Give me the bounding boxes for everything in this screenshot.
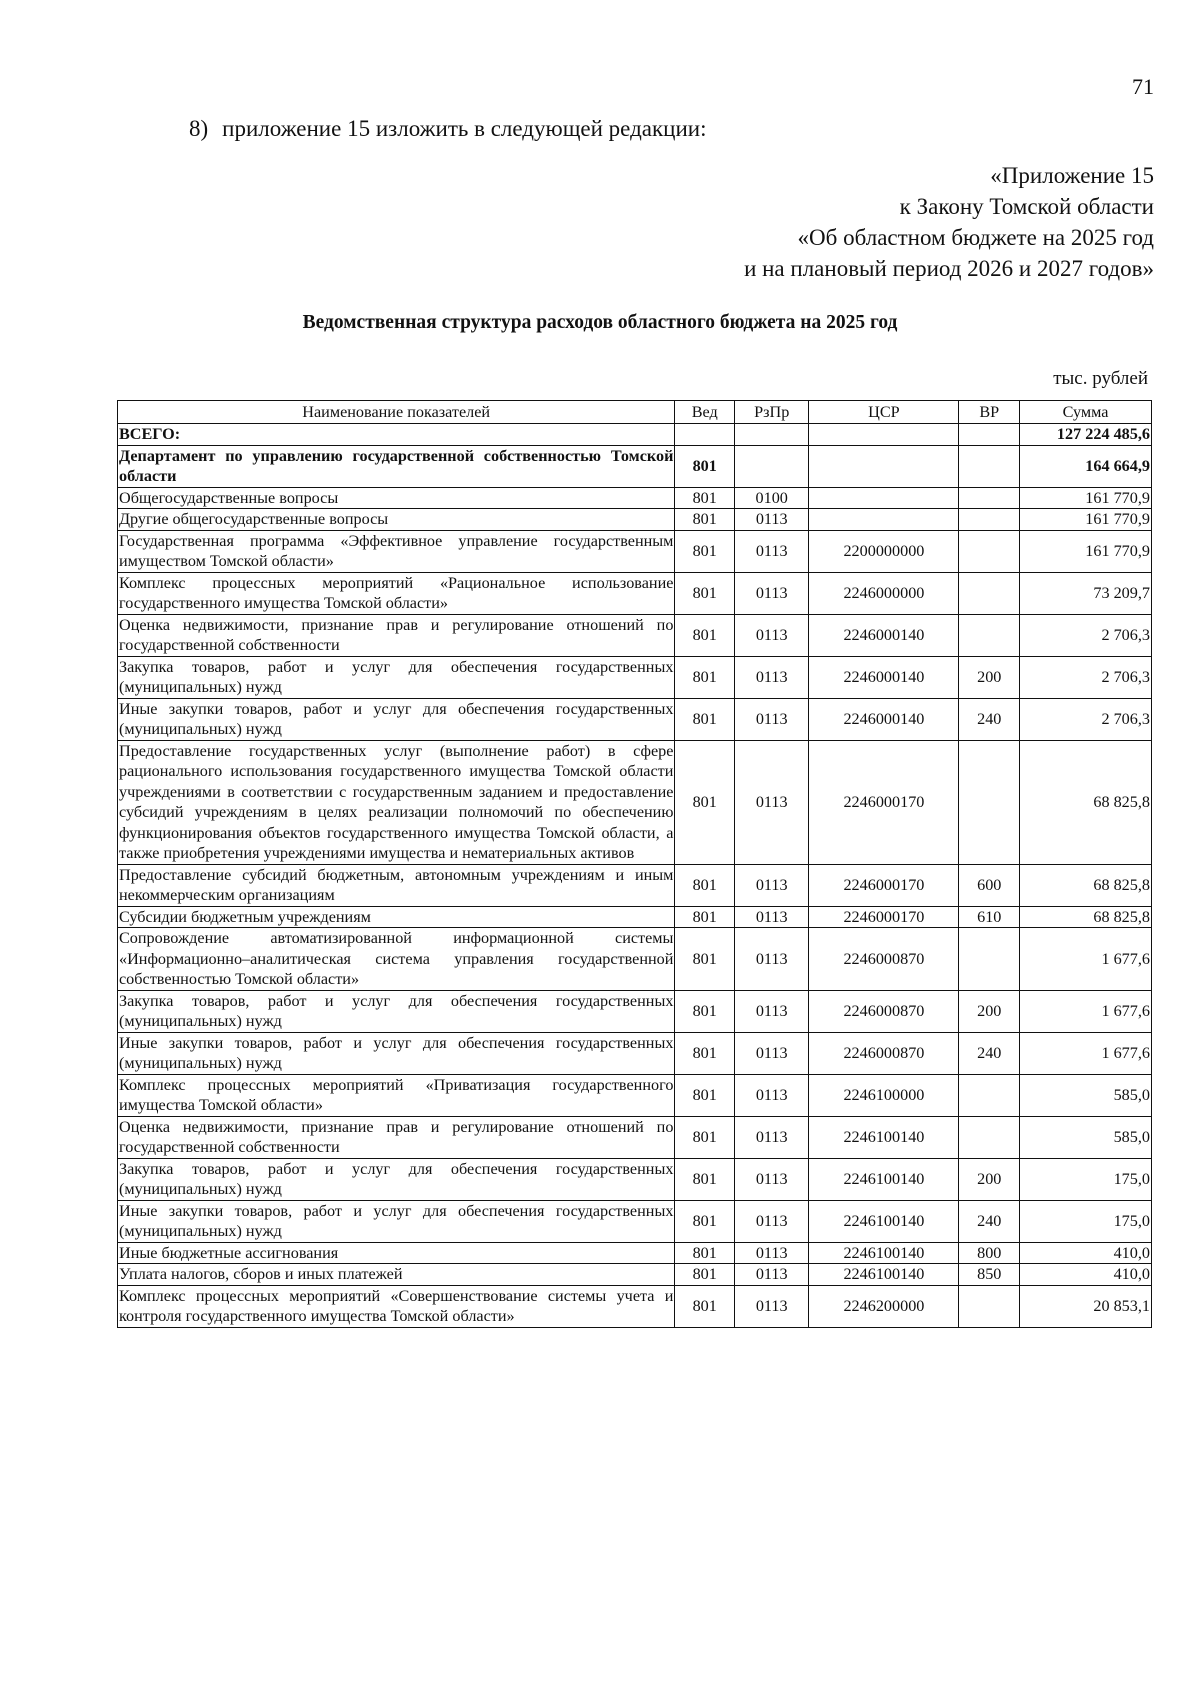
appendix-header xyxy=(744,160,1154,284)
cell-amount: 20 853,1 xyxy=(1020,1285,1152,1327)
cell-csr: 2246100140 xyxy=(809,1116,959,1158)
cell-amount: 410,0 xyxy=(1020,1242,1152,1264)
cell-amount: 1 677,6 xyxy=(1020,1032,1152,1074)
cell-amount: 585,0 xyxy=(1020,1074,1152,1116)
cell-amount: 1 677,6 xyxy=(1020,990,1152,1032)
cell-vr xyxy=(959,1116,1020,1158)
cell-csr: 2246000170 xyxy=(809,864,959,906)
cell-rzpr xyxy=(734,445,808,487)
table-row xyxy=(118,509,1152,531)
cell-ved: 801 xyxy=(675,698,735,740)
cell-amount: 161 770,9 xyxy=(1020,509,1152,531)
cell-vr: 600 xyxy=(959,864,1020,906)
cell-amount: 175,0 xyxy=(1020,1158,1152,1200)
cell-vr xyxy=(959,614,1020,656)
table-row xyxy=(118,1242,1152,1264)
cell-ved: 801 xyxy=(675,1074,735,1116)
cell-rzpr: 0113 xyxy=(734,1032,808,1074)
cell-vr xyxy=(959,928,1020,991)
cell-csr: 2246000140 xyxy=(809,656,959,698)
cell-amount: 68 825,8 xyxy=(1020,906,1152,928)
cell-ved: 801 xyxy=(675,864,735,906)
cell-vr xyxy=(959,509,1020,531)
cell-name: Иные закупки товаров, работ и услуг для обеспечения государственных (муниципальных) нужд xyxy=(119,1201,674,1240)
table-row xyxy=(118,1200,1152,1242)
cell-ved: 801 xyxy=(675,1200,735,1242)
cell-amount: 68 825,8 xyxy=(1020,740,1152,864)
cell-ved: 801 xyxy=(675,1116,735,1158)
cell-vr: 200 xyxy=(959,1158,1020,1200)
table-header-row xyxy=(118,401,1152,424)
cell-ved: 801 xyxy=(675,572,735,614)
cell-vr: 200 xyxy=(959,990,1020,1032)
cell-name: Другие общегосударственные вопросы xyxy=(118,509,675,531)
cell-rzpr: 0113 xyxy=(734,572,808,614)
cell-name: Оценка недвижимости, признание прав и регулирование отношений по государственной собственности xyxy=(119,1117,674,1156)
cell-vr: 240 xyxy=(959,1032,1020,1074)
cell-name: Уплата налогов, сборов и иных платежей xyxy=(118,1264,675,1286)
cell-name: Предоставление субсидий бюджетным, автономным учреждениям и иным некоммерческим организациям xyxy=(119,865,674,904)
cell-vr xyxy=(959,424,1020,446)
table-row xyxy=(118,1074,1152,1116)
appendix-line-4: и на плановый период 2026 и 2027 годов» xyxy=(744,256,1154,281)
cell-csr: 2246200000 xyxy=(809,1285,959,1327)
budget-table xyxy=(117,400,1152,1328)
cell-rzpr: 0113 xyxy=(734,614,808,656)
cell-ved: 801 xyxy=(675,445,735,487)
cell-ved: 801 xyxy=(675,906,735,928)
cell-csr: 2246100140 xyxy=(809,1200,959,1242)
cell-rzpr: 0113 xyxy=(734,1242,808,1264)
cell-name: Комплекс процессных мероприятий «Рациональное использование государственного имущества Томской области» xyxy=(119,573,674,612)
appendix-line-2: к Закону Томской области xyxy=(899,194,1154,219)
cell-amount: 73 209,7 xyxy=(1020,572,1152,614)
cell-name: Предоставление государственных услуг (выполнение работ) в сфере рационального использования государственного имущества Томской области учреждениями в соответствии с государственным заданием и предоставление субсидий учреждениям в целях реализации полномочий по обеспечению функционирования объектов государственного имущества Томской области, а также приобретения учреждениями имущества и нематериальных активов xyxy=(119,741,674,862)
cell-amount: 164 664,9 xyxy=(1020,445,1152,487)
header-ved: Вед xyxy=(675,401,735,424)
table-row xyxy=(118,740,1152,864)
header-name: Наименование показателей xyxy=(118,401,675,424)
cell-csr: 2246100000 xyxy=(809,1074,959,1116)
cell-ved: 801 xyxy=(675,740,735,864)
header-amount: Сумма xyxy=(1020,401,1152,424)
cell-amount: 2 706,3 xyxy=(1020,614,1152,656)
cell-rzpr: 0113 xyxy=(734,509,808,531)
table-row xyxy=(118,864,1152,906)
cell-csr xyxy=(809,445,959,487)
cell-csr: 2200000000 xyxy=(809,530,959,572)
cell-amount: 2 706,3 xyxy=(1020,656,1152,698)
cell-ved: 801 xyxy=(675,1158,735,1200)
cell-rzpr: 0100 xyxy=(734,487,808,509)
cell-amount: 585,0 xyxy=(1020,1116,1152,1158)
cell-csr: 2246000870 xyxy=(809,1032,959,1074)
cell-amount: 2 706,3 xyxy=(1020,698,1152,740)
table-row xyxy=(118,530,1152,572)
cell-name: Закупка товаров, работ и услуг для обеспечения государственных (муниципальных) нужд xyxy=(119,991,674,1030)
cell-ved: 801 xyxy=(675,928,735,991)
cell-vr: 610 xyxy=(959,906,1020,928)
cell-name: Сопровождение автоматизированной информационной системы «Информационно–аналитическая система управления государственной собственностью Томской области» xyxy=(119,929,674,988)
page-number: 71 xyxy=(1132,74,1154,99)
table-row xyxy=(118,487,1152,509)
table-row xyxy=(118,1032,1152,1074)
table-row xyxy=(118,1285,1152,1327)
cell-name: ВСЕГО: xyxy=(118,424,675,446)
intro-line xyxy=(189,116,706,142)
cell-csr: 2246000170 xyxy=(809,906,959,928)
cell-name: Закупка товаров, работ и услуг для обеспечения государственных (муниципальных) нужд xyxy=(119,657,674,696)
cell-amount: 68 825,8 xyxy=(1020,864,1152,906)
cell-vr: 200 xyxy=(959,656,1020,698)
cell-amount: 175,0 xyxy=(1020,1200,1152,1242)
table-row xyxy=(118,656,1152,698)
table-row xyxy=(118,572,1152,614)
cell-vr xyxy=(959,1074,1020,1116)
table-row xyxy=(118,906,1152,928)
table-row xyxy=(118,424,1152,446)
cell-rzpr: 0113 xyxy=(734,656,808,698)
cell-ved: 801 xyxy=(675,1242,735,1264)
cell-name: Общегосударственные вопросы xyxy=(118,487,675,509)
cell-amount: 127 224 485,6 xyxy=(1020,424,1152,446)
cell-vr xyxy=(959,1285,1020,1327)
intro-item-number: 8) xyxy=(189,116,209,141)
cell-csr: 2246000140 xyxy=(809,614,959,656)
cell-ved: 801 xyxy=(675,509,735,531)
cell-ved: 801 xyxy=(675,1285,735,1327)
table-row xyxy=(118,698,1152,740)
cell-ved: 801 xyxy=(675,1264,735,1286)
cell-amount: 410,0 xyxy=(1020,1264,1152,1286)
cell-rzpr: 0113 xyxy=(734,990,808,1032)
cell-vr xyxy=(959,740,1020,864)
cell-name: Иные бюджетные ассигнования xyxy=(118,1242,675,1264)
cell-ved: 801 xyxy=(675,487,735,509)
table-row xyxy=(118,1264,1152,1286)
table-row xyxy=(118,990,1152,1032)
cell-name: Субсидии бюджетным учреждениям xyxy=(118,906,675,928)
cell-amount: 161 770,9 xyxy=(1020,487,1152,509)
appendix-line-1: «Приложение 15 xyxy=(990,163,1154,188)
header-vr: ВР xyxy=(959,401,1020,424)
cell-ved xyxy=(675,424,735,446)
table-row xyxy=(118,928,1152,991)
document-title: Ведомственная структура расходов областного бюджета на 2025 год xyxy=(302,312,898,333)
cell-csr: 2246000170 xyxy=(809,740,959,864)
cell-csr: 2246100140 xyxy=(809,1264,959,1286)
table-row xyxy=(118,614,1152,656)
cell-rzpr: 0113 xyxy=(734,1264,808,1286)
cell-ved: 801 xyxy=(675,614,735,656)
cell-name: Иные закупки товаров, работ и услуг для обеспечения государственных (муниципальных) нужд xyxy=(119,1033,674,1072)
table-row xyxy=(118,1116,1152,1158)
cell-vr xyxy=(959,445,1020,487)
cell-rzpr: 0113 xyxy=(734,1116,808,1158)
cell-vr: 240 xyxy=(959,1200,1020,1242)
table-row xyxy=(118,1158,1152,1200)
intro-text: приложение 15 изложить в следующей редакции: xyxy=(222,116,707,141)
cell-vr: 240 xyxy=(959,698,1020,740)
cell-name: Комплекс процессных мероприятий «Совершенствование системы учета и контроля государственного имущества Томской области» xyxy=(119,1286,674,1325)
cell-ved: 801 xyxy=(675,530,735,572)
cell-rzpr xyxy=(734,424,808,446)
cell-name: Государственная программа «Эффективное управление государственным имуществом Томской области» xyxy=(119,531,674,570)
cell-rzpr: 0113 xyxy=(734,740,808,864)
cell-vr xyxy=(959,530,1020,572)
cell-csr: 2246000870 xyxy=(809,928,959,991)
cell-vr: 850 xyxy=(959,1264,1020,1286)
cell-rzpr: 0113 xyxy=(734,1285,808,1327)
cell-ved: 801 xyxy=(675,656,735,698)
cell-vr: 800 xyxy=(959,1242,1020,1264)
cell-csr: 2246000000 xyxy=(809,572,959,614)
cell-name: Оценка недвижимости, признание прав и регулирование отношений по государственной собственности xyxy=(119,615,674,654)
cell-csr: 2246000140 xyxy=(809,698,959,740)
appendix-line-3: «Об областном бюджете на 2025 год xyxy=(797,225,1154,250)
cell-name: Комплекс процессных мероприятий «Приватизация государственного имущества Томской области» xyxy=(119,1075,674,1114)
cell-csr: 2246100140 xyxy=(809,1158,959,1200)
header-csr: ЦСР xyxy=(809,401,959,424)
table-body xyxy=(118,424,1152,1328)
cell-csr: 2246100140 xyxy=(809,1242,959,1264)
cell-rzpr: 0113 xyxy=(734,698,808,740)
units-label: тыс. рублей xyxy=(1053,368,1148,389)
cell-rzpr: 0113 xyxy=(734,1200,808,1242)
cell-csr xyxy=(809,487,959,509)
cell-rzpr: 0113 xyxy=(734,928,808,991)
cell-rzpr: 0113 xyxy=(734,906,808,928)
cell-csr xyxy=(809,509,959,531)
cell-vr xyxy=(959,572,1020,614)
cell-rzpr: 0113 xyxy=(734,1158,808,1200)
cell-name: Иные закупки товаров, работ и услуг для обеспечения государственных (муниципальных) нужд xyxy=(119,699,674,738)
header-rzpr: РзПр xyxy=(734,401,808,424)
table-row xyxy=(118,445,1152,487)
cell-ved: 801 xyxy=(675,1032,735,1074)
cell-amount: 161 770,9 xyxy=(1020,530,1152,572)
cell-csr: 2246000870 xyxy=(809,990,959,1032)
cell-amount: 1 677,6 xyxy=(1020,928,1152,991)
cell-rzpr: 0113 xyxy=(734,530,808,572)
cell-rzpr: 0113 xyxy=(734,864,808,906)
cell-rzpr: 0113 xyxy=(734,1074,808,1116)
cell-csr xyxy=(809,424,959,446)
cell-ved: 801 xyxy=(675,990,735,1032)
cell-name: Департамент по управлению государственной собственностью Томской области xyxy=(119,446,674,485)
cell-name: Закупка товаров, работ и услуг для обеспечения государственных (муниципальных) нужд xyxy=(119,1159,674,1198)
cell-vr xyxy=(959,487,1020,509)
